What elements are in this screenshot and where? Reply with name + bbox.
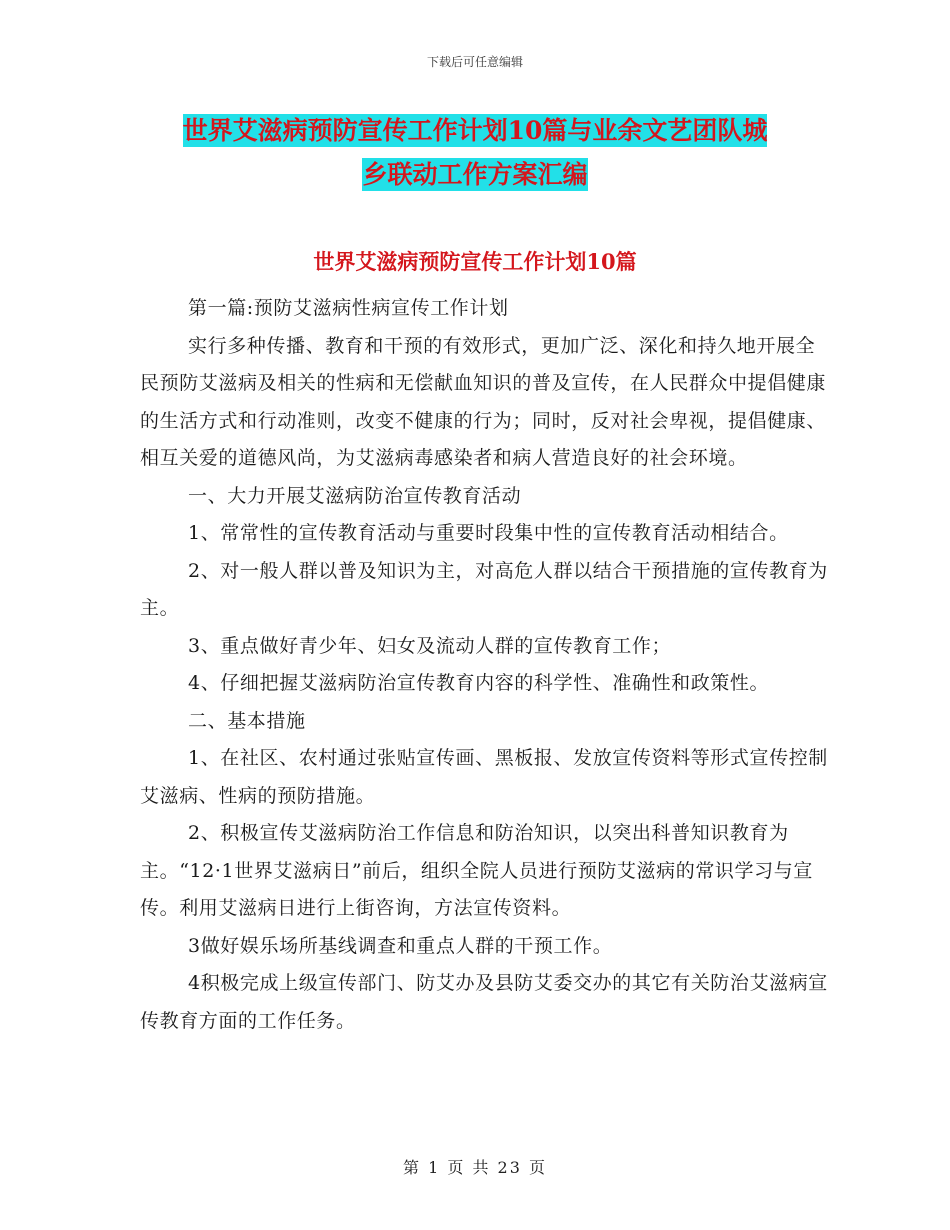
paragraph: 4积极完成上级宣传部门、防艾办及县防艾委交办的其它有关防治艾滋病宣传教育方面的工作任务。 (140, 972, 828, 1032)
paragraph: 3、重点做好青少年、妇女及流动人群的宣传教育工作； (188, 634, 672, 657)
paragraph: 2、对一般人群以普及知识为主，对高危人群以结合干预措施的宣传教育为主。 (140, 559, 828, 619)
paragraph: 实行多种传播、教育和干预的有效形式，更加广泛、深化和持久地开展全民预防艾滋病及相关的性病和无偿献血知识的普及宣传，在人民群众中提倡健康的生活方式和行动准则，改变不健康的行为；同时，反对社会卑视，提倡健康、相互关爱的道德风尚，为艾滋病毒感染者和病人营造良好的社会环境。 (140, 334, 827, 469)
section-title: 世界艾滋病预防宣传工作计划10篇 (313, 249, 637, 274)
paragraph: 2、积极宣传艾滋病防治工作信息和防治知识，以突出科普知识教育为主。“12·1世界艾滋病日”前后，组织全院人员进行预防艾滋病的常识学习与宣传。利用艾滋病日进行上街咨询，方法宣传资料。 (140, 822, 813, 919)
paragraph-subtitle: 第一篇:预防艾滋病性病宣传工作计划 (188, 297, 509, 319)
document-title-line-2: 乡联动工作方案汇编 (362, 160, 588, 189)
document-body (140, 290, 830, 1040)
paragraph-heading: 一、大力开展艾滋病防治宣传教育活动 (188, 484, 522, 507)
page-footer: 第 1 页 共 23 页 (403, 1158, 547, 1177)
paragraph: 3做好娱乐场所基线调查和重点人群的干预工作。 (188, 934, 613, 957)
header-note: 下载后可任意编辑 (426, 55, 523, 69)
paragraph: 1、常常性的宣传教育活动与重要时段集中性的宣传教育活动相结合。 (188, 522, 789, 544)
paragraph-heading: 二、基本措施 (188, 709, 306, 732)
document-title-line-1: 世界艾滋病预防宣传工作计划10篇与业余文艺团队城 (182, 116, 768, 145)
paragraph: 4、仔细把握艾滋病防治宣传教育内容的科学性、准确性和政策性。 (188, 672, 770, 694)
paragraph: 1、在社区、农村通过张贴宣传画、黑板报、发放宣传资料等形式宣传控制艾滋病、性病的预防措施。 (140, 747, 828, 807)
